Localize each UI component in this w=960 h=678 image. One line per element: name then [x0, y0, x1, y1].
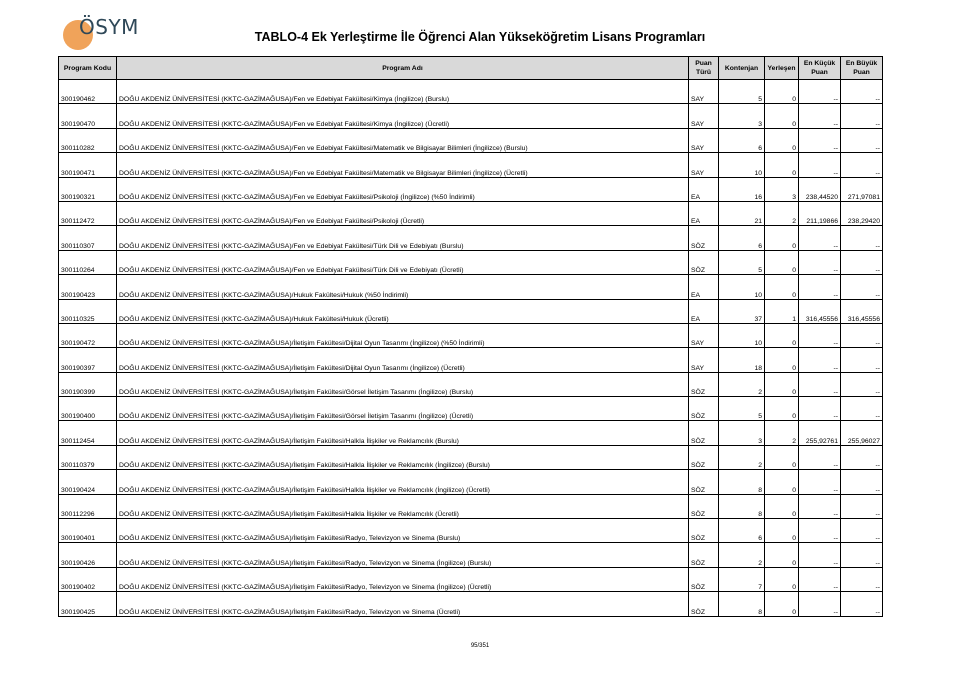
placed-cell: 1 — [765, 299, 799, 323]
table-row — [59, 177, 883, 201]
table-row — [59, 348, 883, 372]
program-code-cell: 300190321 — [59, 177, 117, 201]
max-score-cell: 271,97081 — [841, 177, 883, 201]
max-score-cell: 255,96027 — [841, 421, 883, 445]
min-score-cell: -- — [799, 226, 841, 250]
quota-cell: 3 — [719, 104, 765, 128]
min-score-cell: 255,92761 — [799, 421, 841, 445]
max-score-cell: -- — [841, 275, 883, 299]
program-name-cell: DOĞU AKDENİZ ÜNİVERSİTESİ (KKTC-GAZİMAĞUSA)/İletişim Fakültesi/Görsel İletişim Tasarımı (İngilizce) (Burslu) — [117, 372, 689, 396]
table-row — [59, 153, 883, 177]
quota-cell: 2 — [719, 543, 765, 567]
program-code-cell: 300112454 — [59, 421, 117, 445]
min-score-cell: -- — [799, 348, 841, 372]
quota-cell: 8 — [719, 592, 765, 616]
max-score-cell: -- — [841, 104, 883, 128]
placed-cell: 0 — [765, 250, 799, 274]
program-code-cell: 300190401 — [59, 519, 117, 543]
min-score-cell: -- — [799, 153, 841, 177]
min-score-cell: -- — [799, 519, 841, 543]
program-name-cell: DOĞU AKDENİZ ÜNİVERSİTESİ (KKTC-GAZİMAĞUSA)/Fen ve Edebiyat Fakültesi/Psikoloji (İngilizce) (%50 İndirimli) — [117, 177, 689, 201]
table-row — [59, 128, 883, 152]
table-row — [59, 519, 883, 543]
max-score-cell: -- — [841, 494, 883, 518]
placed-cell: 0 — [765, 153, 799, 177]
table-row — [59, 494, 883, 518]
min-score-cell: -- — [799, 567, 841, 591]
program-name-cell: DOĞU AKDENİZ ÜNİVERSİTESİ (KKTC-GAZİMAĞUSA)/İletişim Fakültesi/Radyo, Televizyon ve Sinema (İngilizce) (Ücretli) — [117, 567, 689, 591]
score-type-cell: SÖZ — [689, 421, 719, 445]
table-body — [59, 80, 883, 617]
program-name-cell: DOĞU AKDENİZ ÜNİVERSİTESİ (KKTC-GAZİMAĞUSA)/Fen ve Edebiyat Fakültesi/Kimya (İngilizce) (Burslu) — [117, 80, 689, 104]
quota-cell: 3 — [719, 421, 765, 445]
table-row — [59, 226, 883, 250]
program-name-cell: DOĞU AKDENİZ ÜNİVERSİTESİ (KKTC-GAZİMAĞUSA)/Fen ve Edebiyat Fakültesi/Türk Dili ve Edebiyatı (Burslu) — [117, 226, 689, 250]
table-row — [59, 592, 883, 616]
max-score-cell: 238,29420 — [841, 201, 883, 225]
min-score-cell: -- — [799, 128, 841, 152]
placed-cell: 3 — [765, 177, 799, 201]
score-type-cell: EA — [689, 177, 719, 201]
program-code-cell: 300190462 — [59, 80, 117, 104]
program-name-cell: DOĞU AKDENİZ ÜNİVERSİTESİ (KKTC-GAZİMAĞUSA)/Fen ve Edebiyat Fakültesi/Matematik ve Bilgisayar Bilimleri (İngilizce) (Burslu) — [117, 128, 689, 152]
page-number: 95/351 — [470, 643, 490, 649]
program-code-cell: 300190402 — [59, 567, 117, 591]
score-type-cell: SAY — [689, 323, 719, 347]
max-score-cell: -- — [841, 348, 883, 372]
program-code-cell: 300112472 — [59, 201, 117, 225]
program-name-cell: DOĞU AKDENİZ ÜNİVERSİTESİ (KKTC-GAZİMAĞUSA)/İletişim Fakültesi/Halkla İlişkiler ve Reklamcılık (Burslu) — [117, 421, 689, 445]
program-code-cell: 300190470 — [59, 104, 117, 128]
program-name-cell: DOĞU AKDENİZ ÜNİVERSİTESİ (KKTC-GAZİMAĞUSA)/Hukuk Fakültesi/Hukuk (Ücretli) — [117, 299, 689, 323]
program-name-cell: DOĞU AKDENİZ ÜNİVERSİTESİ (KKTC-GAZİMAĞUSA)/İletişim Fakültesi/Halkla İlişkiler ve Reklamcılık (İngilizce) (Burslu) — [117, 445, 689, 469]
min-score-cell: -- — [799, 445, 841, 469]
max-score-cell: -- — [841, 519, 883, 543]
quota-cell: 10 — [719, 153, 765, 177]
program-code-cell: 300190400 — [59, 397, 117, 421]
score-type-cell: SAY — [689, 104, 719, 128]
programs-table — [58, 56, 883, 617]
quota-cell: 2 — [719, 445, 765, 469]
max-score-cell: -- — [841, 372, 883, 396]
quota-cell: 6 — [719, 128, 765, 152]
placed-cell: 0 — [765, 519, 799, 543]
quota-cell: 8 — [719, 470, 765, 494]
header-min-score: En Küçük Puan — [799, 57, 841, 80]
quota-cell: 10 — [719, 275, 765, 299]
quota-cell: 5 — [719, 397, 765, 421]
table-row — [59, 275, 883, 299]
placed-cell: 2 — [765, 421, 799, 445]
score-type-cell: SAY — [689, 80, 719, 104]
score-type-cell: SÖZ — [689, 470, 719, 494]
program-name-cell: DOĞU AKDENİZ ÜNİVERSİTESİ (KKTC-GAZİMAĞUSA)/Hukuk Fakültesi/Hukuk (%50 İndirimli) — [117, 275, 689, 299]
max-score-cell: -- — [841, 323, 883, 347]
header-program-name: Program Adı — [117, 57, 689, 80]
score-type-cell: SÖZ — [689, 372, 719, 396]
score-type-cell: SÖZ — [689, 250, 719, 274]
program-name-cell: DOĞU AKDENİZ ÜNİVERSİTESİ (KKTC-GAZİMAĞUSA)/Fen ve Edebiyat Fakültesi/Matematik ve Bilgisayar Bilimleri (İngilizce) (Ücretli) — [117, 153, 689, 177]
min-score-cell: 316,45556 — [799, 299, 841, 323]
score-type-cell: SÖZ — [689, 543, 719, 567]
min-score-cell: -- — [799, 543, 841, 567]
placed-cell: 2 — [765, 201, 799, 225]
max-score-cell: -- — [841, 128, 883, 152]
header-quota: Kontenjan — [719, 57, 765, 80]
placed-cell: 0 — [765, 592, 799, 616]
max-score-cell: -- — [841, 592, 883, 616]
program-name-cell: DOĞU AKDENİZ ÜNİVERSİTESİ (KKTC-GAZİMAĞUSA)/İletişim Fakültesi/Radyo, Televizyon ve Sinema (Ücretli) — [117, 592, 689, 616]
program-name-cell: DOĞU AKDENİZ ÜNİVERSİTESİ (KKTC-GAZİMAĞUSA)/İletişim Fakültesi/Halkla İlişkiler ve Reklamcılık (Ücretli) — [117, 494, 689, 518]
table-row — [59, 80, 883, 104]
score-type-cell: EA — [689, 201, 719, 225]
header-program-code: Program Kodu — [59, 57, 117, 80]
score-type-cell: SÖZ — [689, 397, 719, 421]
max-score-cell: -- — [841, 153, 883, 177]
min-score-cell: 238,44520 — [799, 177, 841, 201]
min-score-cell: -- — [799, 104, 841, 128]
max-score-cell: -- — [841, 226, 883, 250]
table-row — [59, 445, 883, 469]
score-type-cell: SÖZ — [689, 592, 719, 616]
program-code-cell: 300190424 — [59, 470, 117, 494]
table-row — [59, 470, 883, 494]
table-row — [59, 250, 883, 274]
quota-cell: 2 — [719, 372, 765, 396]
table-row — [59, 104, 883, 128]
table-row — [59, 543, 883, 567]
max-score-cell: -- — [841, 397, 883, 421]
placed-cell: 0 — [765, 348, 799, 372]
min-score-cell: -- — [799, 323, 841, 347]
quota-cell: 5 — [719, 80, 765, 104]
table-row — [59, 372, 883, 396]
program-name-cell: DOĞU AKDENİZ ÜNİVERSİTESİ (KKTC-GAZİMAĞUSA)/Fen ve Edebiyat Fakültesi/Psikoloji (Ücretli) — [117, 201, 689, 225]
max-score-cell: -- — [841, 470, 883, 494]
program-name-cell: DOĞU AKDENİZ ÜNİVERSİTESİ (KKTC-GAZİMAĞUSA)/Fen ve Edebiyat Fakültesi/Kimya (İngilizce) (Ücretli) — [117, 104, 689, 128]
placed-cell: 0 — [765, 470, 799, 494]
placed-cell: 0 — [765, 567, 799, 591]
quota-cell: 6 — [719, 226, 765, 250]
quota-cell: 7 — [719, 567, 765, 591]
header-placed: Yerleşen — [765, 57, 799, 80]
program-name-cell: DOĞU AKDENİZ ÜNİVERSİTESİ (KKTC-GAZİMAĞUSA)/Fen ve Edebiyat Fakültesi/Türk Dili ve Edebiyatı (Ücretli) — [117, 250, 689, 274]
quota-cell: 18 — [719, 348, 765, 372]
score-type-cell: SÖZ — [689, 445, 719, 469]
placed-cell: 0 — [765, 128, 799, 152]
min-score-cell: -- — [799, 397, 841, 421]
program-name-cell: DOĞU AKDENİZ ÜNİVERSİTESİ (KKTC-GAZİMAĞUSA)/İletişim Fakültesi/Görsel İletişim Tasarımı (İngilizce) (Ücretli) — [117, 397, 689, 421]
program-code-cell: 300190399 — [59, 372, 117, 396]
max-score-cell: -- — [841, 543, 883, 567]
program-name-cell: DOĞU AKDENİZ ÜNİVERSİTESİ (KKTC-GAZİMAĞUSA)/İletişim Fakültesi/Radyo, Televizyon ve Sinema (Burslu) — [117, 519, 689, 543]
min-score-cell: -- — [799, 592, 841, 616]
placed-cell: 0 — [765, 494, 799, 518]
score-type-cell: SÖZ — [689, 226, 719, 250]
quota-cell: 5 — [719, 250, 765, 274]
placed-cell: 0 — [765, 323, 799, 347]
min-score-cell: -- — [799, 80, 841, 104]
page-title: TABLO-4 Ek Yerleştirme İle Öğrenci Alan Yükseköğretim Lisans Programları — [254, 30, 706, 44]
table-row — [59, 567, 883, 591]
program-code-cell: 300110307 — [59, 226, 117, 250]
table-row — [59, 201, 883, 225]
quota-cell: 21 — [719, 201, 765, 225]
max-score-cell: -- — [841, 567, 883, 591]
program-code-cell: 300110264 — [59, 250, 117, 274]
score-type-cell: SÖZ — [689, 567, 719, 591]
score-type-cell: EA — [689, 275, 719, 299]
min-score-cell: -- — [799, 275, 841, 299]
score-type-cell: SAY — [689, 128, 719, 152]
program-code-cell: 300190425 — [59, 592, 117, 616]
placed-cell: 0 — [765, 80, 799, 104]
program-code-cell: 300190423 — [59, 275, 117, 299]
program-name-cell: DOĞU AKDENİZ ÜNİVERSİTESİ (KKTC-GAZİMAĞUSA)/İletişim Fakültesi/Dijital Oyun Tasarımı (İngilizce) (Ücretli) — [117, 348, 689, 372]
quota-cell: 8 — [719, 494, 765, 518]
program-code-cell: 300112296 — [59, 494, 117, 518]
placed-cell: 0 — [765, 397, 799, 421]
placed-cell: 0 — [765, 543, 799, 567]
logo-text: ÖSYM — [79, 15, 139, 39]
placed-cell: 0 — [765, 104, 799, 128]
quota-cell: 6 — [719, 519, 765, 543]
max-score-cell: 316,45556 — [841, 299, 883, 323]
score-type-cell: SAY — [689, 153, 719, 177]
program-code-cell: 300190472 — [59, 323, 117, 347]
max-score-cell: -- — [841, 80, 883, 104]
header-max-score: En Büyük Puan — [841, 57, 883, 80]
placed-cell: 0 — [765, 226, 799, 250]
placed-cell: 0 — [765, 275, 799, 299]
quota-cell: 16 — [719, 177, 765, 201]
program-code-cell: 300110325 — [59, 299, 117, 323]
header-score-type: Puan Türü — [689, 57, 719, 80]
min-score-cell: 211,19866 — [799, 201, 841, 225]
score-type-cell: SAY — [689, 348, 719, 372]
quota-cell: 10 — [719, 323, 765, 347]
quota-cell: 37 — [719, 299, 765, 323]
program-code-cell: 300110282 — [59, 128, 117, 152]
min-score-cell: -- — [799, 470, 841, 494]
table-header-row — [59, 57, 883, 80]
min-score-cell: -- — [799, 372, 841, 396]
max-score-cell: -- — [841, 445, 883, 469]
program-code-cell: 300110379 — [59, 445, 117, 469]
program-code-cell: 300190397 — [59, 348, 117, 372]
table-row — [59, 323, 883, 347]
min-score-cell: -- — [799, 494, 841, 518]
placed-cell: 0 — [765, 445, 799, 469]
score-type-cell: EA — [689, 299, 719, 323]
program-name-cell: DOĞU AKDENİZ ÜNİVERSİTESİ (KKTC-GAZİMAĞUSA)/İletişim Fakültesi/Radyo, Televizyon ve Sinema (İngilizce) (Burslu) — [117, 543, 689, 567]
program-code-cell: 300190426 — [59, 543, 117, 567]
max-score-cell: -- — [841, 250, 883, 274]
placed-cell: 0 — [765, 372, 799, 396]
program-name-cell: DOĞU AKDENİZ ÜNİVERSİTESİ (KKTC-GAZİMAĞUSA)/İletişim Fakültesi/Halkla İlişkiler ve Reklamcılık (İngilizce) (Ücretli) — [117, 470, 689, 494]
table-row — [59, 299, 883, 323]
table-row — [59, 397, 883, 421]
score-type-cell: SÖZ — [689, 519, 719, 543]
table-row — [59, 421, 883, 445]
min-score-cell: -- — [799, 250, 841, 274]
program-code-cell: 300190471 — [59, 153, 117, 177]
program-name-cell: DOĞU AKDENİZ ÜNİVERSİTESİ (KKTC-GAZİMAĞUSA)/İletişim Fakültesi/Dijital Oyun Tasarımı (İngilizce) (%50 İndirimli) — [117, 323, 689, 347]
score-type-cell: SÖZ — [689, 494, 719, 518]
